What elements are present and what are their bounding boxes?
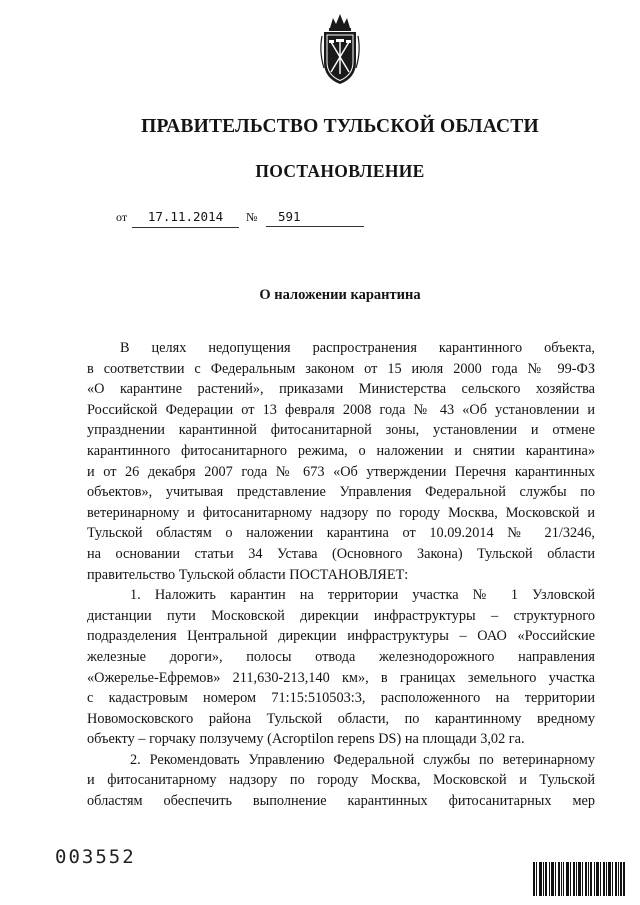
document-body	[87, 338, 595, 812]
body-line: 2. Рекомендовать Управлению Федеральной службы по ветеринарному	[130, 751, 595, 768]
body-line: «Ожерелье-Ефремов» 211,630-213,140 км», в границах земельного участка	[87, 669, 595, 686]
document-type: ПОСТАНОВЛЕНИЕ	[255, 161, 425, 181]
body-line: объектов», учитывая представление Управления Федеральной службы по	[87, 484, 595, 501]
number-label: №	[246, 210, 258, 224]
government-title: ПРАВИТЕЛЬСТВО ТУЛЬСКОЙ ОБЛАСТИ	[141, 116, 539, 137]
body-line: правительство Тульской области ПОСТАНОВЛЯЕТ:	[87, 566, 409, 583]
body-line: подразделения Центральной дирекции инфраструктуры – ОАО «Российские	[87, 628, 595, 645]
document-date: 17.11.2014	[132, 210, 239, 228]
body-line: 1. Наложить карантин на территории участка № 1 Узловской	[130, 587, 595, 604]
serial-number: 003552	[55, 846, 136, 868]
date-label: от	[116, 210, 128, 224]
body-line: железные дороги», полосы отвода железнодорожного направления	[87, 648, 595, 665]
body-line: В целях недопущения распространения карантинного объекта,	[120, 340, 595, 356]
coat-of-arms-icon	[316, 12, 364, 88]
body-line: Тульской областям о наложении карантина от 10.09.2014 № 21/3246,	[87, 525, 595, 542]
body-line: на основании статьи 34 Устава (Основного Закона) Тульской области	[87, 545, 595, 562]
body-line: Российской Федерации от 13 февраля 2008 года № 43 «Об установлении и	[87, 401, 595, 418]
body-line: в соответствии с Федеральным законом от 15 июля 2000 года № 99-ФЗ	[87, 360, 595, 377]
body-line: объекту – горчаку ползучему (Acroptilon repens DS) на площади 3,02 га.	[87, 731, 525, 748]
body-line: и фитосанитарному надзору по городу Москва, Московской и Тульской	[87, 772, 595, 789]
document-number: 591	[266, 210, 364, 227]
body-line: с кадастровым номером 71:15:510503:3, расположенного на территории	[87, 690, 595, 707]
body-line: и от 26 декабря 2007 года № 673 «Об утверждении Перечня карантинных	[87, 463, 595, 480]
document-subject: О наложении карантина	[259, 287, 421, 303]
body-line: областям обеспечить выполнение карантинных фитосанитарных мер	[87, 793, 595, 810]
body-line: «О карантине растений», приказами Министерства сельского хозяйства	[87, 381, 595, 398]
body-line: ветеринарному и фитосанитарному надзору по городу Москва, Московской и	[87, 504, 595, 521]
body-line: дистанции пути Московской дирекции инфраструктуры – структурного	[87, 607, 595, 624]
body-line: упразднении карантинной фитосанитарной зоны, установлении и отмене	[87, 422, 595, 439]
body-line: Новомосковского района Тульской области, по карантинному вредному	[87, 710, 595, 727]
barcode-icon	[533, 862, 625, 896]
body-line: карантинного фитосанитарного режима, о наложении и снятии карантина»	[87, 442, 595, 459]
